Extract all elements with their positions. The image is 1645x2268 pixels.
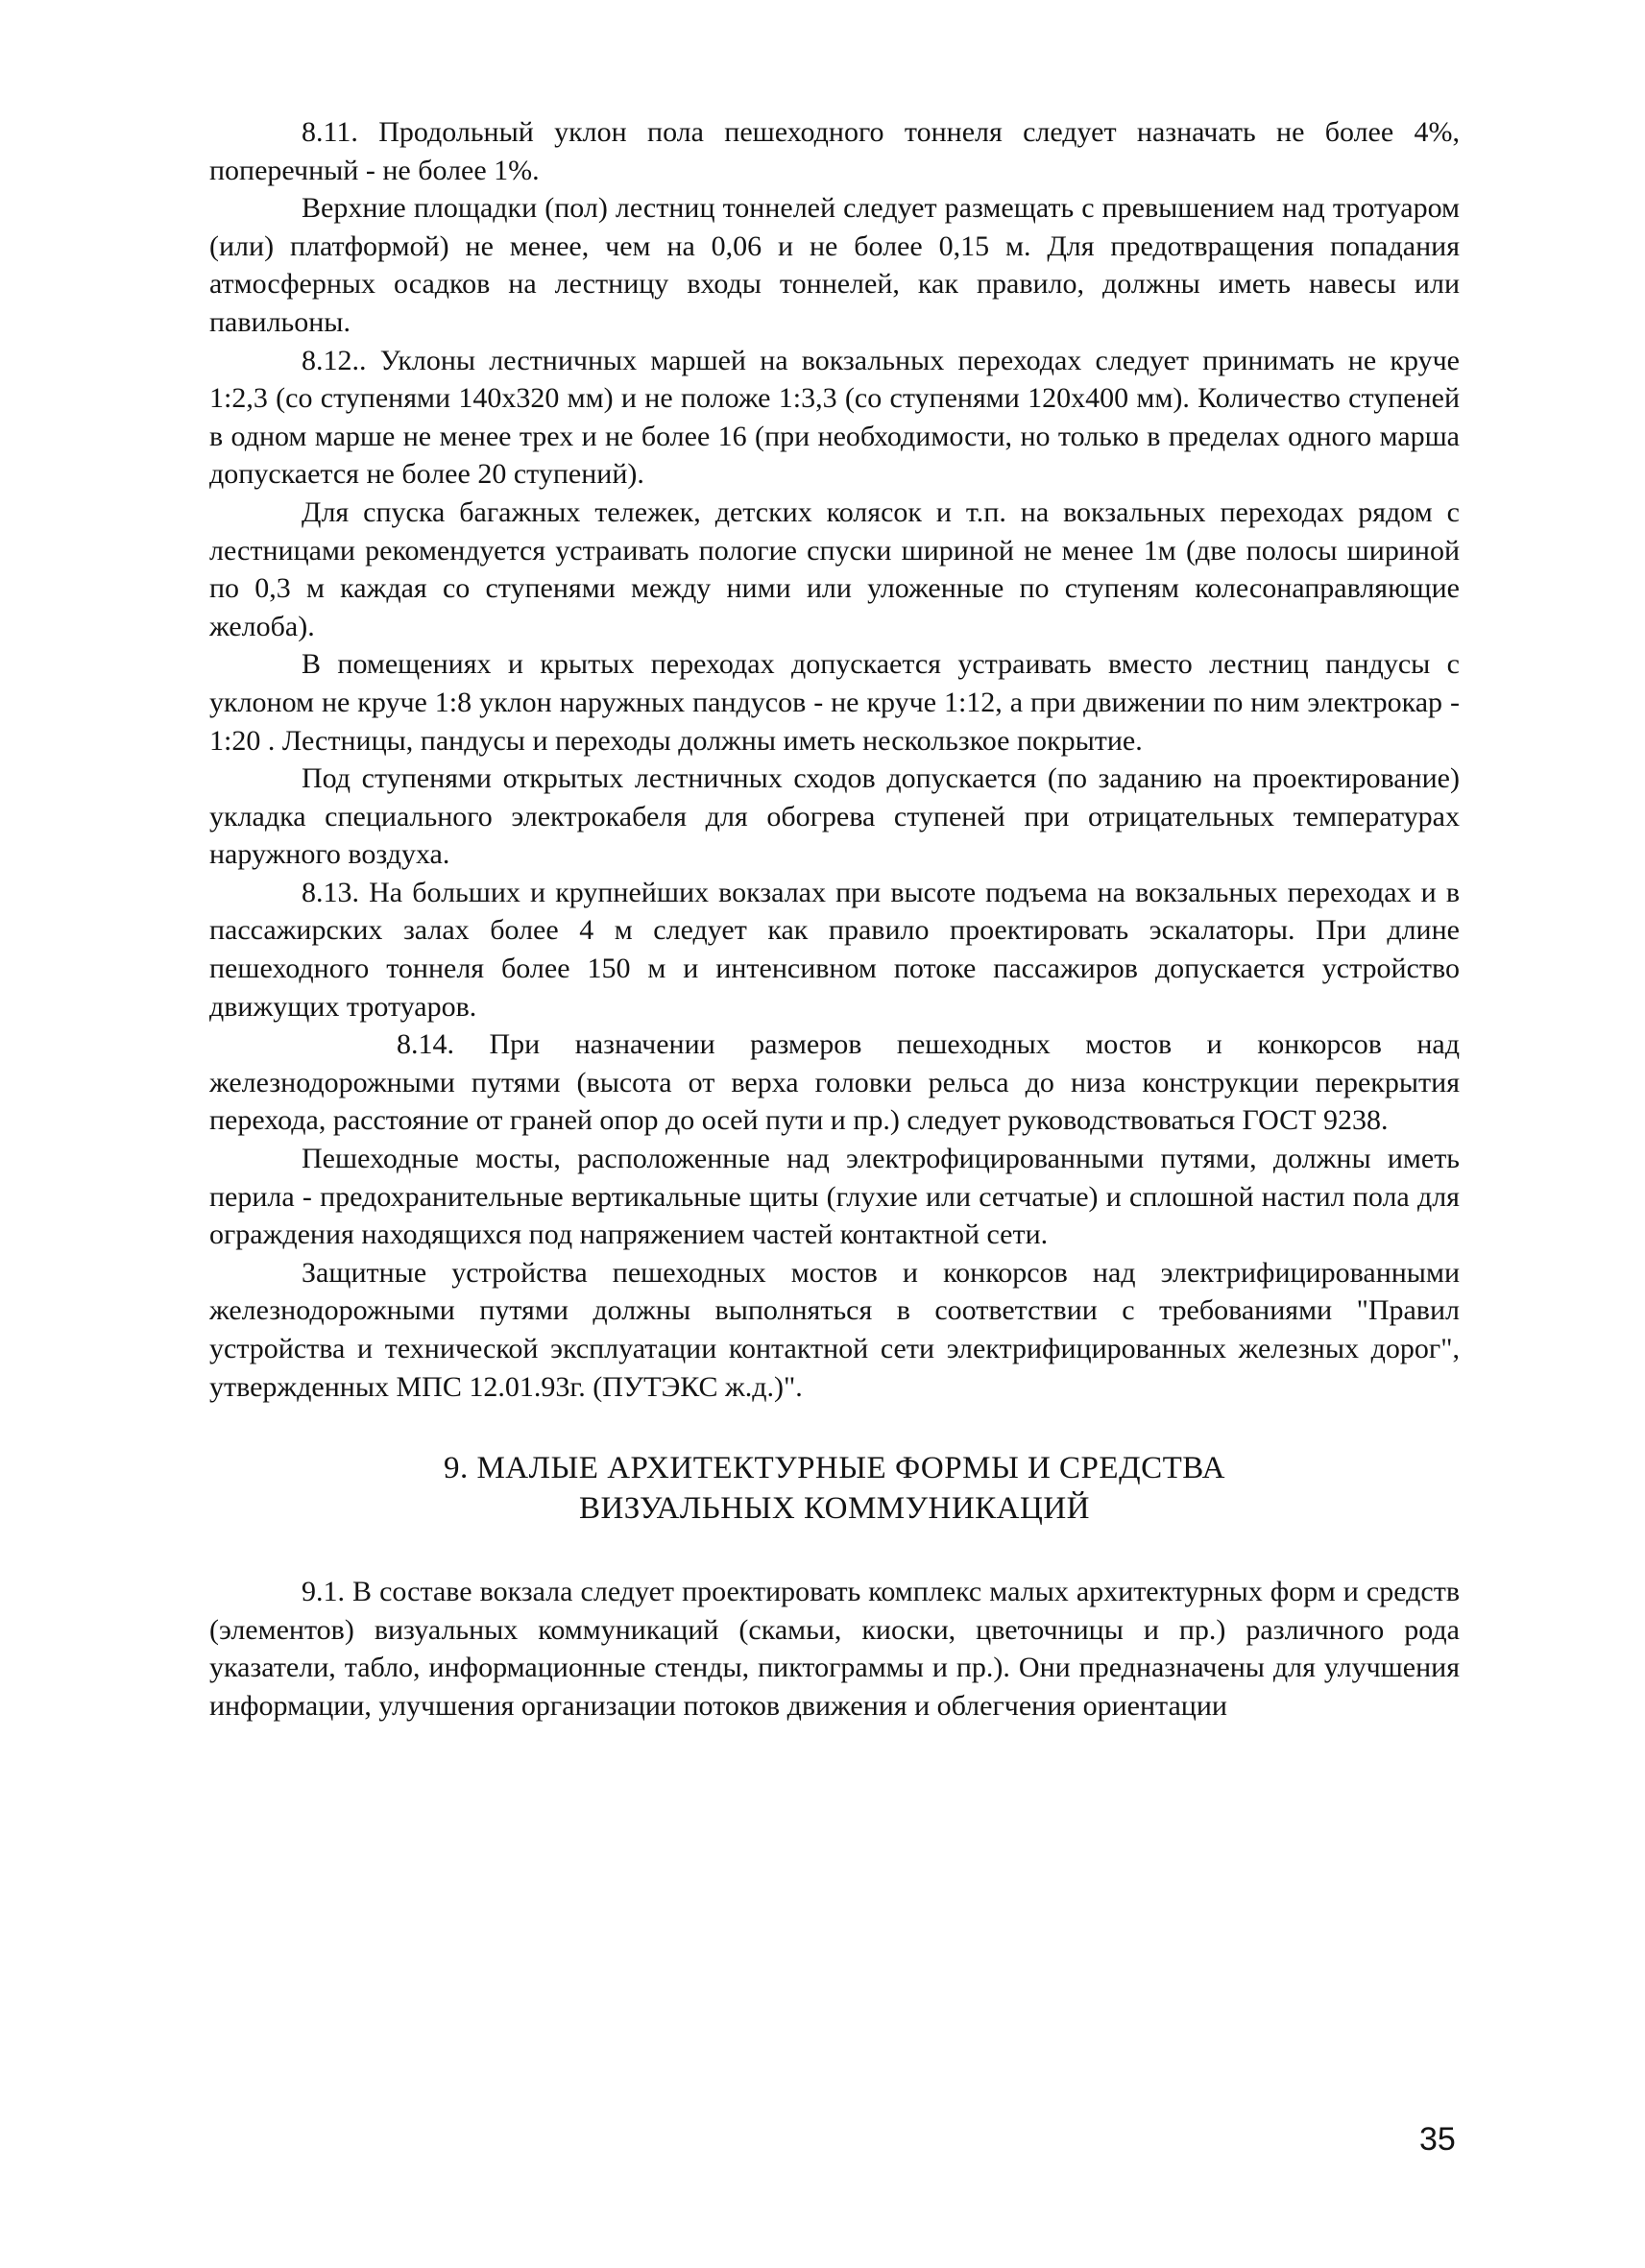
document-page: [209, 113, 1460, 1725]
paragraph-8-14: 8.14. При назначении размеров пешеходных мостов и конкорсов над железнодорожными путями (высота от верха головки рельса до низа конструкции перекрытия перехода, расстояние от граней опор до осей пути и пр.) следует руководствоваться ГОСТ 9238.: [209, 1028, 1460, 1137]
paragraph-8-11: 8.11. Продольный уклон пола пешеходного тоннеля следует назначать не более 4%, поперечный - не более 1%.: [209, 116, 1460, 186]
paragraph-indoor-ramps: В помещениях и крытых переходах допускается устраивать вместо лестниц пандусы с уклоном не круче 1:8 уклон наружных пандусов - не круче 1:12, а при движении по ним электрокар - 1:20 . Лестницы, пандусы и переходы должны иметь нескользкое покрытие.: [209, 648, 1460, 757]
section-heading-line-2: ВИЗУАЛЬНЫХ КОММУНИКАЦИЙ: [578, 1491, 1091, 1527]
paragraph-upper-platforms: Верхние площадки (пол) лестниц тоннелей следует размещать с превышением над тротуаром (или) платформой) не менее, чем на 0,06 и не более 0,15 м. Для предотвращения попадания атмосферных осадков на лестницу входы тоннелей, как правило, должны иметь навесы или павильоны.: [209, 192, 1460, 338]
section-heading-line-1: 9. МАЛЫЕ АРХИТЕКТУРНЫЕ ФОРМЫ И СРЕДСТВА: [443, 1451, 1226, 1486]
paragraph-protective-devices: Защитные устройства пешеходных мостов и конкорсов над электрифицированными железнодорожными путями должны выполняться в соответствии с требованиями "Правил устройства и технической эксплуатации контактной сети электрифицированных железных дорог", утвержденных МПС 12.01.93г. (ПУТЭКС ж.д.)".: [209, 1256, 1460, 1403]
paragraph-9-1: 9.1. В составе вокзала следует проектировать комплекс малых архитектурных форм и средств (элементов) визуальных коммуникаций (скамьи, киоски, цветочницы и пр.) различного рода указатели, табло, информационные стенды, пиктограммы и пр.). Они предназначены для улучшения информации, улучшения организации потоков движения и облегчения ориентации: [209, 1576, 1460, 1722]
paragraph-heating-cable: Под ступенями открытых лестничных сходов допускается (по заданию на проектирование) укладка специального электрокабеля для обогрева ступеней при отрицательных температурах наружного воздуха.: [209, 762, 1460, 871]
page-number: 35: [1419, 2121, 1456, 2158]
paragraph-8-13: 8.13. На больших и крупнейших вокзалах при высоте подъема на вокзальных переходах и в пассажирских залах более 4 м следует как правило проектировать эскалаторы. При длине пешеходного тоннеля более 150 м и интенсивном потоке пассажиров допускается устройство движущих тротуаров.: [209, 876, 1460, 1023]
section-heading: [209, 1448, 1460, 1529]
paragraph-8-12: 8.12.. Уклоны лестничных маршей на вокзальных переходах следует принимать не круче 1:2,3 (со ступенями 140х320 мм) и не положе 1:3,3 (со ступенями 120х400 мм). Количество ступеней в одном марше не менее трех и не более 16 (при необходимости, но только в пределах одного марша допускается не более 20 ступений).: [209, 344, 1460, 491]
paragraph-pedestrian-bridges: Пешеходные мосты, расположенные над электрофицированными путями, должны иметь перила - предохранительные вертикальные щиты (глухие или сетчатые) и сплошной настил пола для ограждения находящихся под напряжением частей контактной сети.: [209, 1143, 1460, 1251]
paragraph-baggage-ramps: Для спуска багажных тележек, детских колясок и т.п. на вокзальных переходах рядом с лестницами рекомендуется устраивать пологие спуски шириной не менее 1м (две полосы шириной по 0,3 м каждая со ступенями между ними или уложенные по ступеням колесонаправляющие желоба).: [209, 495, 1460, 642]
